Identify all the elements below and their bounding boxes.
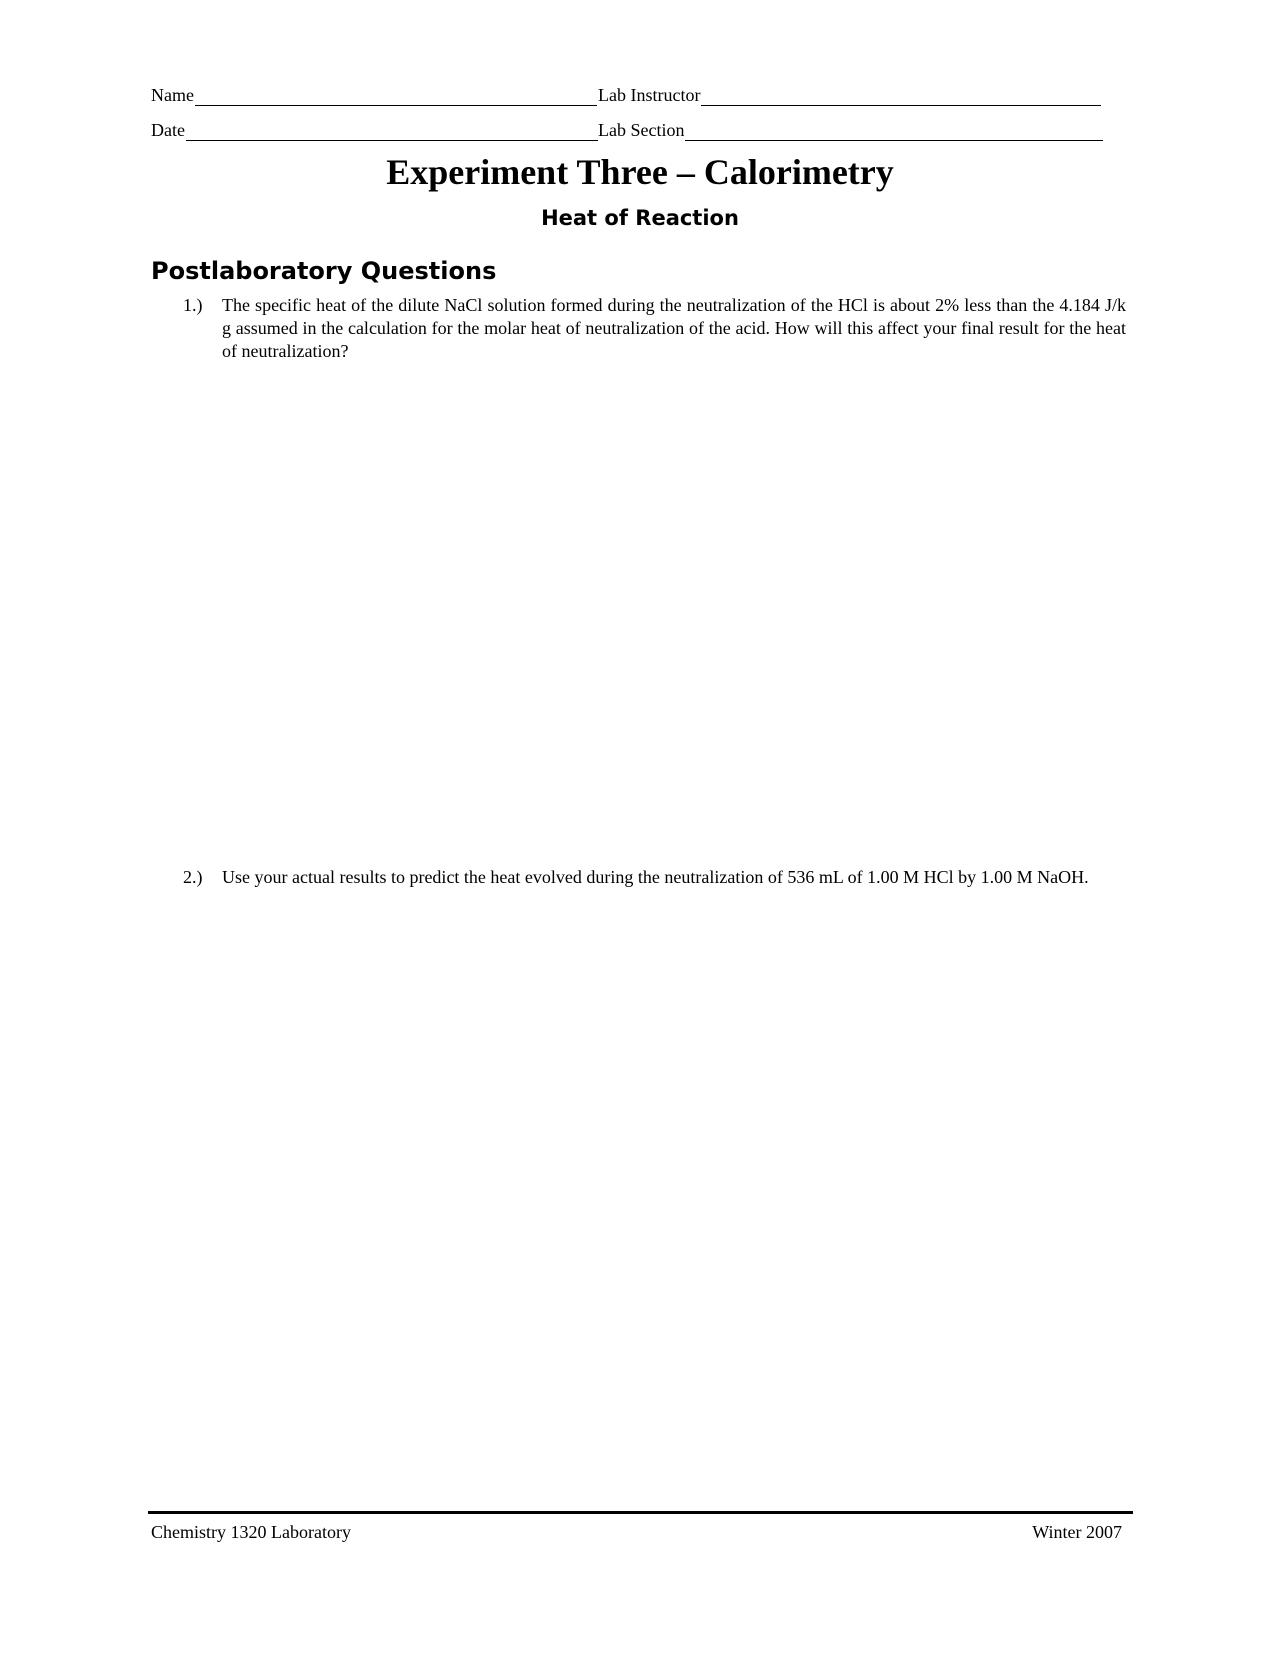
lab-section-label: Lab Section xyxy=(598,120,685,140)
name-blank-line[interactable] xyxy=(195,85,597,106)
footer-course: Chemistry 1320 Laboratory xyxy=(151,1522,351,1542)
question-1 xyxy=(183,294,1126,363)
question-1-number: 1.) xyxy=(183,295,203,315)
lab-instructor-label: Lab Instructor xyxy=(598,85,701,105)
lab-section-field[interactable] xyxy=(598,117,1103,141)
lab-instructor-field[interactable] xyxy=(598,82,1101,106)
footer-divider xyxy=(148,1511,1133,1514)
header-row-1 xyxy=(151,82,1111,108)
question-1-text: The specific heat of the dilute NaCl solution formed during the neutralization of the HCl is about 2% less than the 4.184 J/k g assumed in the calculation for the molar heat of neutralization of the acid. How will this affect your final result for the heat of neutralization? xyxy=(222,295,1126,361)
date-field[interactable] xyxy=(151,117,598,141)
section-heading: Postlaboratory Questions xyxy=(151,257,497,285)
date-blank-line[interactable] xyxy=(186,120,598,141)
question-2-number: 2.) xyxy=(183,867,203,887)
question-2-text: Use your actual results to predict the heat evolved during the neutralization of 536 mL of 1.00 M HCl by 1.00 M NaOH. xyxy=(222,867,1089,887)
page-title: Experiment Three – Calorimetry xyxy=(386,152,894,192)
name-field[interactable] xyxy=(151,82,597,106)
footer-term: Winter 2007 xyxy=(1032,1522,1122,1542)
date-label: Date xyxy=(151,120,185,140)
lab-section-blank-line[interactable] xyxy=(685,120,1103,141)
page-subtitle: Heat of Reaction xyxy=(541,206,739,230)
header-row-2 xyxy=(151,117,1111,143)
lab-instructor-blank-line[interactable] xyxy=(701,85,1101,106)
question-2 xyxy=(183,866,1126,889)
name-label: Name xyxy=(151,85,194,105)
